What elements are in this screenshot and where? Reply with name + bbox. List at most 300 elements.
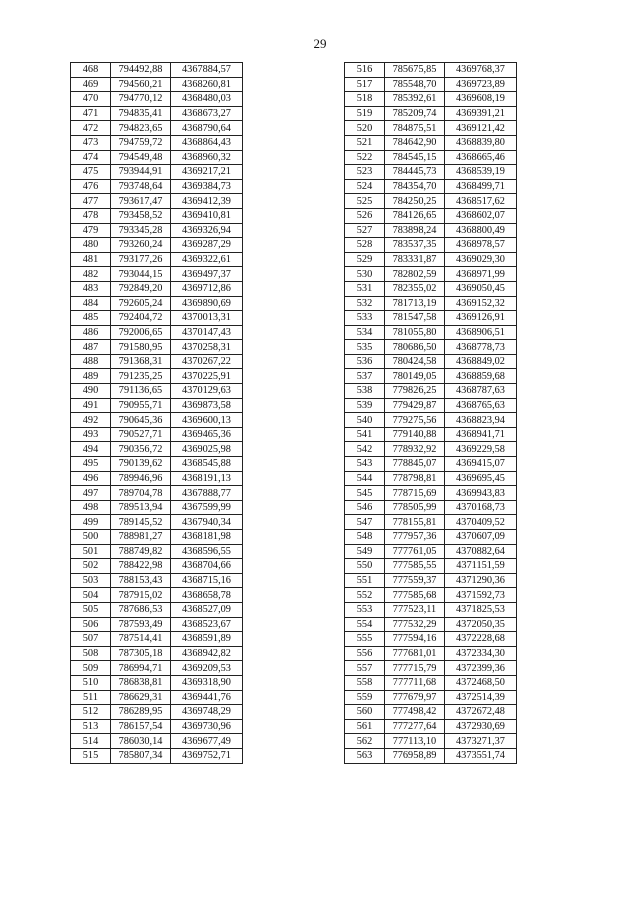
y-coordinate-cell: 4371825,53 <box>445 602 517 617</box>
point-number-cell: 473 <box>71 135 111 150</box>
point-number-cell: 490 <box>71 384 111 399</box>
y-coordinate-cell: 4372468,50 <box>445 675 517 690</box>
table-row <box>345 559 517 574</box>
x-coordinate-cell: 785675,85 <box>385 63 445 78</box>
table-row <box>345 92 517 107</box>
table-row <box>345 398 517 413</box>
point-number-cell: 555 <box>345 632 385 647</box>
y-coordinate-cell: 4368704,66 <box>171 559 243 574</box>
point-number-cell: 556 <box>345 646 385 661</box>
table-row <box>71 325 243 340</box>
x-coordinate-cell: 779826,25 <box>385 384 445 399</box>
y-coordinate-cell: 4372399,36 <box>445 661 517 676</box>
x-coordinate-cell: 788749,82 <box>111 544 171 559</box>
point-number-cell: 503 <box>71 573 111 588</box>
point-number-cell: 563 <box>345 748 385 763</box>
table-row <box>71 238 243 253</box>
x-coordinate-cell: 786994,71 <box>111 661 171 676</box>
point-number-cell: 536 <box>345 354 385 369</box>
point-number-cell: 523 <box>345 165 385 180</box>
x-coordinate-cell: 791136,65 <box>111 384 171 399</box>
x-coordinate-cell: 788981,27 <box>111 530 171 545</box>
point-number-cell: 546 <box>345 500 385 515</box>
table-row <box>71 223 243 238</box>
y-coordinate-cell: 4369287,29 <box>171 238 243 253</box>
y-coordinate-cell: 4367884,57 <box>171 63 243 78</box>
y-coordinate-cell: 4372228,68 <box>445 632 517 647</box>
y-coordinate-cell: 4369410,81 <box>171 208 243 223</box>
point-number-cell: 516 <box>345 63 385 78</box>
x-coordinate-cell: 777679,97 <box>385 690 445 705</box>
point-number-cell: 514 <box>71 734 111 749</box>
y-coordinate-cell: 4368260,81 <box>171 77 243 92</box>
table-row <box>71 63 243 78</box>
table-row <box>345 471 517 486</box>
x-coordinate-cell: 777113,10 <box>385 734 445 749</box>
y-coordinate-cell: 4368715,16 <box>171 573 243 588</box>
table-row <box>345 500 517 515</box>
y-coordinate-cell: 4370147,43 <box>171 325 243 340</box>
y-coordinate-cell: 4369752,71 <box>171 748 243 763</box>
x-coordinate-cell: 779275,56 <box>385 413 445 428</box>
y-coordinate-cell: 4372672,48 <box>445 705 517 720</box>
table-row <box>345 121 517 136</box>
point-number-cell: 513 <box>71 719 111 734</box>
point-number-cell: 519 <box>345 106 385 121</box>
y-coordinate-cell: 4369152,32 <box>445 296 517 311</box>
point-number-cell: 540 <box>345 413 385 428</box>
x-coordinate-cell: 784354,70 <box>385 179 445 194</box>
table-row <box>345 369 517 384</box>
x-coordinate-cell: 786629,31 <box>111 690 171 705</box>
x-coordinate-cell: 777585,55 <box>385 559 445 574</box>
table-row <box>71 194 243 209</box>
table-row <box>71 632 243 647</box>
table-row <box>345 296 517 311</box>
table-row <box>345 106 517 121</box>
x-coordinate-cell: 776958,89 <box>385 748 445 763</box>
y-coordinate-cell: 4369677,49 <box>171 734 243 749</box>
point-number-cell: 560 <box>345 705 385 720</box>
point-number-cell: 492 <box>71 413 111 428</box>
y-coordinate-cell: 4368517,62 <box>445 194 517 209</box>
x-coordinate-cell: 786289,95 <box>111 705 171 720</box>
x-coordinate-cell: 794759,72 <box>111 135 171 150</box>
point-number-cell: 476 <box>71 179 111 194</box>
x-coordinate-cell: 790356,72 <box>111 442 171 457</box>
point-number-cell: 529 <box>345 252 385 267</box>
y-coordinate-cell: 4370225,91 <box>171 369 243 384</box>
y-coordinate-cell: 4369465,36 <box>171 427 243 442</box>
point-number-cell: 522 <box>345 150 385 165</box>
x-coordinate-cell: 794770,12 <box>111 92 171 107</box>
y-coordinate-cell: 4368960,32 <box>171 150 243 165</box>
table-row <box>71 530 243 545</box>
table-row <box>71 179 243 194</box>
table-row <box>71 646 243 661</box>
y-coordinate-cell: 4367599,99 <box>171 500 243 515</box>
y-coordinate-cell: 4368596,55 <box>171 544 243 559</box>
x-coordinate-cell: 777532,29 <box>385 617 445 632</box>
x-coordinate-cell: 784642,90 <box>385 135 445 150</box>
table-row <box>345 427 517 442</box>
point-number-cell: 501 <box>71 544 111 559</box>
x-coordinate-cell: 777585,68 <box>385 588 445 603</box>
table-row <box>71 281 243 296</box>
point-number-cell: 525 <box>345 194 385 209</box>
y-coordinate-cell: 4369768,37 <box>445 63 517 78</box>
point-number-cell: 532 <box>345 296 385 311</box>
y-coordinate-cell: 4370409,52 <box>445 515 517 530</box>
table-row <box>71 719 243 734</box>
table-row <box>345 486 517 501</box>
y-coordinate-cell: 4369608,19 <box>445 92 517 107</box>
table-row <box>345 646 517 661</box>
table-row <box>71 675 243 690</box>
table-row <box>345 325 517 340</box>
point-number-cell: 474 <box>71 150 111 165</box>
x-coordinate-cell: 777957,36 <box>385 530 445 545</box>
point-number-cell: 531 <box>345 281 385 296</box>
point-number-cell: 543 <box>345 457 385 472</box>
x-coordinate-cell: 778155,81 <box>385 515 445 530</box>
x-coordinate-cell: 786157,54 <box>111 719 171 734</box>
point-number-cell: 468 <box>71 63 111 78</box>
x-coordinate-cell: 777594,16 <box>385 632 445 647</box>
y-coordinate-cell: 4373271,37 <box>445 734 517 749</box>
table-row <box>71 617 243 632</box>
y-coordinate-cell: 4369890,69 <box>171 296 243 311</box>
y-coordinate-cell: 4370267,22 <box>171 354 243 369</box>
y-coordinate-cell: 4372334,30 <box>445 646 517 661</box>
y-coordinate-cell: 4369415,07 <box>445 457 517 472</box>
table-row <box>71 457 243 472</box>
table-row <box>345 748 517 763</box>
table-row <box>345 150 517 165</box>
y-coordinate-cell: 4369748,29 <box>171 705 243 720</box>
point-number-cell: 518 <box>345 92 385 107</box>
point-number-cell: 549 <box>345 544 385 559</box>
table-row <box>345 267 517 282</box>
point-number-cell: 533 <box>345 311 385 326</box>
table-row <box>345 661 517 676</box>
x-coordinate-cell: 784445,73 <box>385 165 445 180</box>
y-coordinate-cell: 4369050,45 <box>445 281 517 296</box>
table-row <box>71 252 243 267</box>
y-coordinate-cell: 4368602,07 <box>445 208 517 223</box>
point-number-cell: 483 <box>71 281 111 296</box>
y-coordinate-cell: 4369943,83 <box>445 486 517 501</box>
x-coordinate-cell: 794560,21 <box>111 77 171 92</box>
x-coordinate-cell: 783898,24 <box>385 223 445 238</box>
table-row <box>345 719 517 734</box>
x-coordinate-cell: 793944,91 <box>111 165 171 180</box>
y-coordinate-cell: 4372514,39 <box>445 690 517 705</box>
point-number-cell: 561 <box>345 719 385 734</box>
x-coordinate-cell: 789946,96 <box>111 471 171 486</box>
y-coordinate-cell: 4368523,67 <box>171 617 243 632</box>
table-row <box>71 427 243 442</box>
x-coordinate-cell: 777498,42 <box>385 705 445 720</box>
point-number-cell: 505 <box>71 602 111 617</box>
y-coordinate-cell: 4368864,43 <box>171 135 243 150</box>
table-row <box>345 384 517 399</box>
y-coordinate-cell: 4368673,27 <box>171 106 243 121</box>
coordinates-table-left <box>70 62 243 764</box>
point-number-cell: 544 <box>345 471 385 486</box>
table-row <box>345 77 517 92</box>
y-coordinate-cell: 4369723,89 <box>445 77 517 92</box>
table-row <box>345 165 517 180</box>
point-number-cell: 545 <box>345 486 385 501</box>
y-coordinate-cell: 4370129,63 <box>171 384 243 399</box>
y-coordinate-cell: 4370258,31 <box>171 340 243 355</box>
point-number-cell: 552 <box>345 588 385 603</box>
x-coordinate-cell: 779429,87 <box>385 398 445 413</box>
x-coordinate-cell: 790645,36 <box>111 413 171 428</box>
point-number-cell: 507 <box>71 632 111 647</box>
table-row <box>71 588 243 603</box>
x-coordinate-cell: 793177,26 <box>111 252 171 267</box>
table-row <box>345 675 517 690</box>
point-number-cell: 541 <box>345 427 385 442</box>
x-coordinate-cell: 790955,71 <box>111 398 171 413</box>
point-number-cell: 479 <box>71 223 111 238</box>
y-coordinate-cell: 4369229,58 <box>445 442 517 457</box>
x-coordinate-cell: 778798,81 <box>385 471 445 486</box>
y-coordinate-cell: 4370168,73 <box>445 500 517 515</box>
table-row <box>71 92 243 107</box>
y-coordinate-cell: 4368480,03 <box>171 92 243 107</box>
point-number-cell: 554 <box>345 617 385 632</box>
y-coordinate-cell: 4370607,09 <box>445 530 517 545</box>
x-coordinate-cell: 785548,70 <box>385 77 445 92</box>
x-coordinate-cell: 789145,52 <box>111 515 171 530</box>
y-coordinate-cell: 4372930,69 <box>445 719 517 734</box>
x-coordinate-cell: 794823,65 <box>111 121 171 136</box>
x-coordinate-cell: 792006,65 <box>111 325 171 340</box>
point-number-cell: 489 <box>71 369 111 384</box>
point-number-cell: 480 <box>71 238 111 253</box>
y-coordinate-cell: 4369497,37 <box>171 267 243 282</box>
table-row <box>71 150 243 165</box>
table-row <box>71 515 243 530</box>
y-coordinate-cell: 4369873,58 <box>171 398 243 413</box>
table-row <box>345 588 517 603</box>
point-number-cell: 547 <box>345 515 385 530</box>
x-coordinate-cell: 789704,78 <box>111 486 171 501</box>
y-coordinate-cell: 4369029,30 <box>445 252 517 267</box>
table-row <box>71 121 243 136</box>
point-number-cell: 510 <box>71 675 111 690</box>
table-row <box>345 602 517 617</box>
x-coordinate-cell: 784875,51 <box>385 121 445 136</box>
table-row <box>71 559 243 574</box>
x-coordinate-cell: 785392,61 <box>385 92 445 107</box>
point-number-cell: 509 <box>71 661 111 676</box>
table-row <box>71 690 243 705</box>
x-coordinate-cell: 787514,41 <box>111 632 171 647</box>
table-row <box>345 690 517 705</box>
point-number-cell: 534 <box>345 325 385 340</box>
table-row <box>71 748 243 763</box>
x-coordinate-cell: 777559,37 <box>385 573 445 588</box>
table-row <box>71 384 243 399</box>
point-number-cell: 497 <box>71 486 111 501</box>
y-coordinate-cell: 4369441,76 <box>171 690 243 705</box>
y-coordinate-cell: 4368665,46 <box>445 150 517 165</box>
point-number-cell: 486 <box>71 325 111 340</box>
y-coordinate-cell: 4368499,71 <box>445 179 517 194</box>
y-coordinate-cell: 4368790,64 <box>171 121 243 136</box>
table-row <box>345 208 517 223</box>
point-number-cell: 558 <box>345 675 385 690</box>
point-number-cell: 470 <box>71 92 111 107</box>
y-coordinate-cell: 4371290,36 <box>445 573 517 588</box>
x-coordinate-cell: 786030,14 <box>111 734 171 749</box>
table-row <box>345 252 517 267</box>
table-row <box>71 135 243 150</box>
table-row <box>71 340 243 355</box>
x-coordinate-cell: 782355,02 <box>385 281 445 296</box>
y-coordinate-cell: 4369326,94 <box>171 223 243 238</box>
x-coordinate-cell: 794549,48 <box>111 150 171 165</box>
y-coordinate-cell: 4368545,88 <box>171 457 243 472</box>
point-number-cell: 512 <box>71 705 111 720</box>
table-row <box>345 632 517 647</box>
y-coordinate-cell: 4368839,80 <box>445 135 517 150</box>
point-number-cell: 551 <box>345 573 385 588</box>
y-coordinate-cell: 4368906,51 <box>445 325 517 340</box>
x-coordinate-cell: 784126,65 <box>385 208 445 223</box>
table-row <box>71 544 243 559</box>
point-number-cell: 491 <box>71 398 111 413</box>
table-row <box>71 500 243 515</box>
x-coordinate-cell: 782802,59 <box>385 267 445 282</box>
table-row <box>71 267 243 282</box>
y-coordinate-cell: 4368800,49 <box>445 223 517 238</box>
table-row <box>71 165 243 180</box>
x-coordinate-cell: 784545,15 <box>385 150 445 165</box>
x-coordinate-cell: 783331,87 <box>385 252 445 267</box>
x-coordinate-cell: 794835,41 <box>111 106 171 121</box>
x-coordinate-cell: 778715,69 <box>385 486 445 501</box>
y-coordinate-cell: 4369384,73 <box>171 179 243 194</box>
x-coordinate-cell: 788153,43 <box>111 573 171 588</box>
y-coordinate-cell: 4368859,68 <box>445 369 517 384</box>
table-row <box>345 705 517 720</box>
table-row <box>345 354 517 369</box>
y-coordinate-cell: 4369318,90 <box>171 675 243 690</box>
x-coordinate-cell: 791368,31 <box>111 354 171 369</box>
y-coordinate-cell: 4368591,89 <box>171 632 243 647</box>
point-number-cell: 530 <box>345 267 385 282</box>
y-coordinate-cell: 4369412,39 <box>171 194 243 209</box>
x-coordinate-cell: 780424,58 <box>385 354 445 369</box>
y-coordinate-cell: 4368971,99 <box>445 267 517 282</box>
y-coordinate-cell: 4370882,64 <box>445 544 517 559</box>
table-row <box>345 135 517 150</box>
point-number-cell: 562 <box>345 734 385 749</box>
table-row <box>71 442 243 457</box>
point-number-cell: 472 <box>71 121 111 136</box>
y-coordinate-cell: 4369712,86 <box>171 281 243 296</box>
point-number-cell: 471 <box>71 106 111 121</box>
point-number-cell: 477 <box>71 194 111 209</box>
x-coordinate-cell: 789513,94 <box>111 500 171 515</box>
table-row <box>345 413 517 428</box>
table-row <box>345 734 517 749</box>
point-number-cell: 542 <box>345 442 385 457</box>
point-number-cell: 488 <box>71 354 111 369</box>
x-coordinate-cell: 785807,34 <box>111 748 171 763</box>
table-row <box>345 281 517 296</box>
point-number-cell: 498 <box>71 500 111 515</box>
x-coordinate-cell: 777715,79 <box>385 661 445 676</box>
y-coordinate-cell: 4371151,59 <box>445 559 517 574</box>
table-row <box>345 544 517 559</box>
y-coordinate-cell: 4368765,63 <box>445 398 517 413</box>
point-number-cell: 550 <box>345 559 385 574</box>
point-number-cell: 511 <box>71 690 111 705</box>
y-coordinate-cell: 4369217,21 <box>171 165 243 180</box>
point-number-cell: 528 <box>345 238 385 253</box>
y-coordinate-cell: 4370013,31 <box>171 311 243 326</box>
y-coordinate-cell: 4368978,57 <box>445 238 517 253</box>
x-coordinate-cell: 787915,02 <box>111 588 171 603</box>
point-number-cell: 499 <box>71 515 111 530</box>
y-coordinate-cell: 4369322,61 <box>171 252 243 267</box>
x-coordinate-cell: 777761,05 <box>385 544 445 559</box>
table-row <box>345 442 517 457</box>
table-row <box>71 602 243 617</box>
y-coordinate-cell: 4368527,09 <box>171 602 243 617</box>
x-coordinate-cell: 778845,07 <box>385 457 445 472</box>
x-coordinate-cell: 791580,95 <box>111 340 171 355</box>
x-coordinate-cell: 786838,81 <box>111 675 171 690</box>
x-coordinate-cell: 794492,88 <box>111 63 171 78</box>
y-coordinate-cell: 4367888,77 <box>171 486 243 501</box>
table-row <box>71 398 243 413</box>
point-number-cell: 557 <box>345 661 385 676</box>
x-coordinate-cell: 778932,92 <box>385 442 445 457</box>
point-number-cell: 475 <box>71 165 111 180</box>
point-number-cell: 527 <box>345 223 385 238</box>
x-coordinate-cell: 787593,49 <box>111 617 171 632</box>
x-coordinate-cell: 790139,62 <box>111 457 171 472</box>
point-number-cell: 508 <box>71 646 111 661</box>
y-coordinate-cell: 4368942,82 <box>171 646 243 661</box>
x-coordinate-cell: 788422,98 <box>111 559 171 574</box>
point-number-cell: 521 <box>345 135 385 150</box>
table-row <box>71 106 243 121</box>
y-coordinate-cell: 4373551,74 <box>445 748 517 763</box>
point-number-cell: 517 <box>345 77 385 92</box>
x-coordinate-cell: 787686,53 <box>111 602 171 617</box>
table-row <box>71 661 243 676</box>
table-row <box>345 194 517 209</box>
table-row <box>345 515 517 530</box>
point-number-cell: 481 <box>71 252 111 267</box>
x-coordinate-cell: 783537,35 <box>385 238 445 253</box>
point-number-cell: 495 <box>71 457 111 472</box>
point-number-cell: 494 <box>71 442 111 457</box>
table-row <box>71 296 243 311</box>
point-number-cell: 500 <box>71 530 111 545</box>
table-row <box>345 617 517 632</box>
y-coordinate-cell: 4369730,96 <box>171 719 243 734</box>
point-number-cell: 515 <box>71 748 111 763</box>
